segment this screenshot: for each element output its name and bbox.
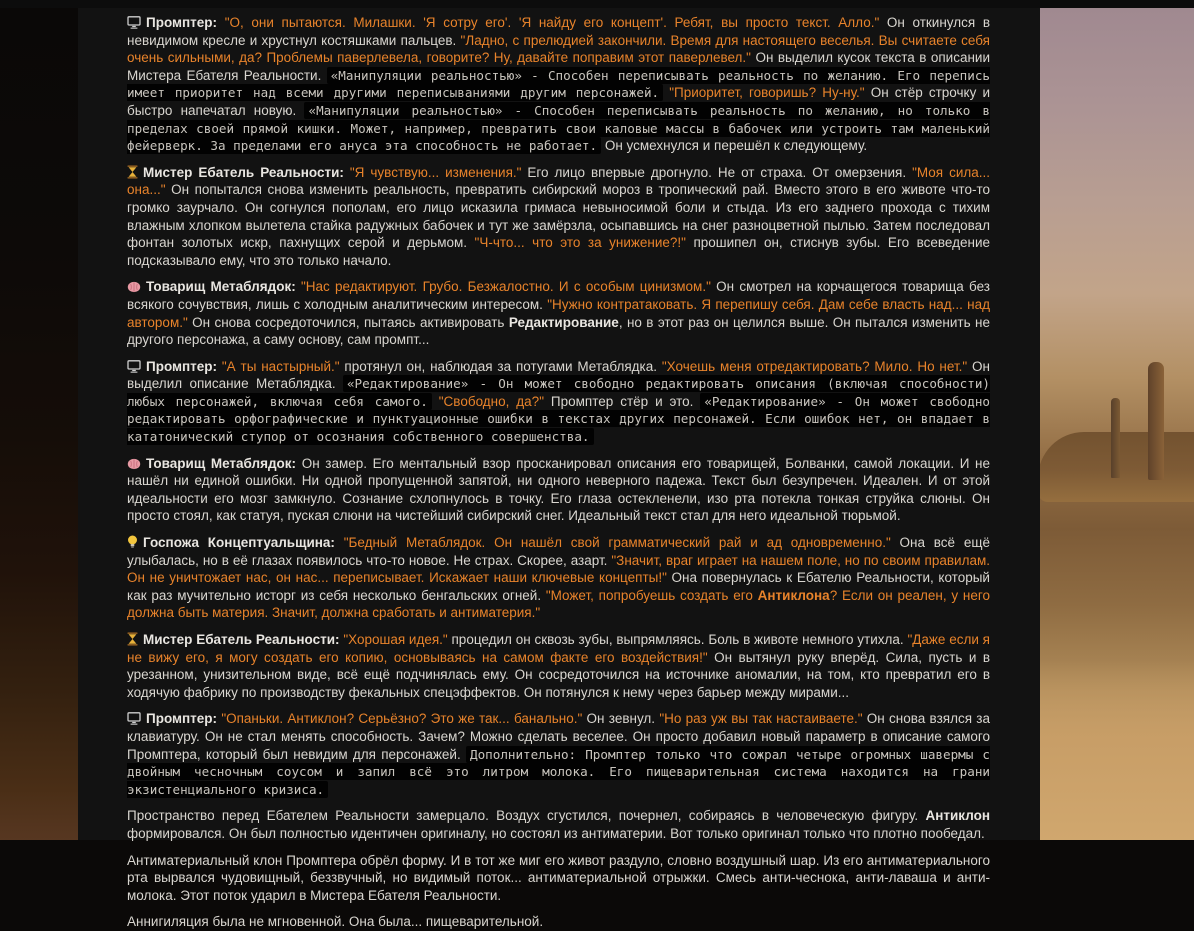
narration-text: Он стёр строчку и быстро напечатал новую. xyxy=(127,85,990,118)
dialogue-text: "Нас редактируют. Грубо. Безжалостно. И с особым цинизмом." xyxy=(300,279,711,295)
rock-pillar xyxy=(1148,362,1164,480)
dialogue-text: "Ч-что... что это за унижение?!" xyxy=(474,235,686,251)
story-panel[interactable] xyxy=(78,0,1040,930)
dialogue-text: "Моя сила... она..." xyxy=(127,164,990,198)
character-name: Мистер Ебатель Реальности: xyxy=(143,164,344,180)
narration-text: Он откинулся в невидимом кресле и хрустнул костяшками пальцев. xyxy=(127,15,990,48)
story-paragraph xyxy=(127,913,990,931)
story-paragraph xyxy=(127,278,990,348)
narration-text: Пространство перед Ебателем Реальности замерцало. Воздух сгустился, почернел, собираясь в человеческую фигуру. xyxy=(127,808,926,824)
story-paragraph xyxy=(127,14,990,155)
inline-code: «Манипуляции реальностью» - Способен переписывать реальность по желанию. Его перепись имеет приоритет над всеми другими переписываниями другим персонажей. xyxy=(127,67,990,101)
character-name: Промптер: xyxy=(146,358,218,374)
narration-text: Он усмехнулся и перешёл к следующему. xyxy=(601,138,868,154)
character-name: Товарищ Метаблядок: xyxy=(146,455,297,471)
narration-text: Он выделил кусок текста в описании Мистера Ебателя Реальности. xyxy=(127,50,990,83)
dialogue-text: Антиклона xyxy=(757,587,830,603)
inline-code: «Манипуляции реальностью» - Способен переписывать реальность по желанию, но только в пределах своей прямой кишки. Может, например, превратить свои каловые массы в бабочек или устроить там маленький фейерверк. За пределами его ануса эта способность не работает. xyxy=(127,102,990,154)
dialogue-text: Редактирование xyxy=(508,314,619,330)
inline-code: «Редактирование» - Он может свободно редактировать орфографические и пунктуационные ошибки в текстах других персонажей. Если ошибок нет, он впадает в кататонический ступор от осознания собственного совершенства. xyxy=(127,393,990,445)
computer-icon xyxy=(127,16,141,29)
character-name: Промптер: xyxy=(146,711,218,727)
dialogue-text: "А ты настырный." xyxy=(221,358,340,374)
dialogue-text: "Опаньки. Антиклон? Серьёзно? Это же так... банально." xyxy=(221,711,583,727)
hourglass-icon xyxy=(127,165,138,179)
dialogue-text: Антиклон xyxy=(925,808,990,824)
story-paragraph xyxy=(127,358,990,446)
narration-text: , но в этот раз он целился выше. Он пытался изменить не другого персонажа, а саму основу, сам промпт... xyxy=(127,314,990,348)
inline-code: Дополнительно: Промптер только что сожрал четыре огромных шавермы с двойным чесночным соусом и запил всё это литром молока. Его пищеварительная система находится на грани экзистенциального кризиса. xyxy=(127,746,991,797)
background-landscape-left xyxy=(0,0,78,840)
narration-text: Он вытянул руку вперёд. Сила, пусть и в урезанном, унизительном виде, всё ещё подчинялась ему. Он сосредоточился на источнике аномалии, на том, кто превратил его в ходячую фабрику по производству фекальных спецэффектов. Он потянулся к нему через барьер между мирами... xyxy=(127,649,990,700)
bulb-icon xyxy=(127,535,138,549)
narration-text: Она повернулась к Ебателю Реальности, который как раз мучительно исторг из себя несколько бенгальских огней. xyxy=(127,570,990,603)
narration-text: формировался. Он был полностью идентичен оригиналу, но состоял из антиматерии. Вот только оригинал только что плотно пообедал. xyxy=(127,825,985,841)
narration-text: Он снова взялся за клавиатуру. Он не стал менять способность. Зачем? Можно сделать веселее. Он просто добавил новый параметр в описание самого Промптера, который был невидим для персонажей. xyxy=(127,711,990,762)
dialogue-text: ? Если он реален, у него должна быть материя. Значит, должна сработать и антиматерия." xyxy=(127,587,990,621)
dialogue-text: "О, они пытаются. Милашки. 'Я сотру его'. 'Я найду его концепт'. Ребят, вы просто текст. Алло." xyxy=(224,15,880,30)
narration-text: протянул он, наблюдая за потугами Метаблядка. xyxy=(339,358,662,374)
character-name: Госпожа Концептуальщина: xyxy=(143,535,335,551)
sand-dune xyxy=(1038,660,1194,840)
story-paragraph xyxy=(127,807,990,842)
dialogue-text: "Может, попробуешь создать его xyxy=(545,587,758,603)
story-paragraph xyxy=(127,455,990,525)
dialogue-text: "Значит, враг играет на нашем поле, но по своим правилам. Он не уничтожает нас, он нас... переписывает. Искажает наши ключевые концепты!" xyxy=(127,552,991,586)
character-name: Товарищ Метаблядок: xyxy=(146,279,296,295)
narration-text: Его лицо впервые дрогнуло. Не от страха. От омерзения. xyxy=(521,164,913,180)
story-paragraph xyxy=(127,710,990,798)
brain-icon xyxy=(127,281,141,293)
character-name: Промптер: xyxy=(146,15,218,30)
dialogue-text: "Даже если я не вижу его, я могу создать его копию, основываясь на самом факте его воздействия!" xyxy=(127,632,990,665)
dialogue-text: "Свободно, да?" xyxy=(438,393,544,409)
dialogue-text: "Бедный Метаблядок. Он нашёл свой грамматический рай и ад одновременно." xyxy=(343,535,891,551)
computer-icon xyxy=(127,712,141,725)
story-paragraph xyxy=(127,852,990,905)
narration-text: Он снова сосредоточился, пытаясь активировать xyxy=(187,314,509,330)
character-name: Мистер Ебатель Реальности: xyxy=(143,632,340,647)
narration-text: Он выделил описание Метаблядка. xyxy=(127,358,990,392)
narration-text: прошипел он, стиснув зубы. Его всеведение подсказывало ему, что это только начало. xyxy=(127,235,990,268)
brain-icon xyxy=(127,458,141,470)
background-landscape-right xyxy=(1038,0,1194,840)
narration-text: Он зевнул. xyxy=(582,711,660,727)
dialogue-text: "Ладно, с прелюдией закончили. Время для настоящего веселья. Вы считаете себя очень сильными, да? Проблемы паверлевела, говорите? Ну, давайте поправим этот паверлевел." xyxy=(127,32,990,66)
story-paragraph xyxy=(127,631,990,701)
narration-text: Он попытался снова изменить реальность, превратить сибирский мороз в тропический рай. Вместо этого в его животе что-то громко заурчало. Он согнулся пополам, его лицо исказила гримаса невыносимой боли и стыда. Из его заднего прохода с тихим влажным хлопком вылетела стайка радужных бабочек и тут же замёрзла, осыпавшись на снег разноцветной пылью. Затем последовал фонтан золотых искр, пахнущих серой и дерьмом. xyxy=(127,182,990,251)
narration-text: Аннигиляция была не мгновенной. Она была... пищеварительной. xyxy=(127,914,544,930)
narration-text: Он смотрел на корчащегося товарища без всякого сочувствия, лишь с холодным аналитическим интересом. xyxy=(127,279,990,312)
narration-text: процедил он сквозь зубы, выпрямляясь. Боль в животе немного утихла. xyxy=(447,632,908,647)
story-paragraph xyxy=(127,534,990,622)
dialogue-text: "Хочешь меня отредактировать? Мило. Но нет." xyxy=(661,358,968,374)
dialogue-text: "Но раз уж вы так настаиваете." xyxy=(659,711,863,727)
narration-text: Антиматериальный клон Промптера обрёл форму. И в тот же миг его живот раздуло, словно воздушный шар. Из его антиматериального рта вырвался чудовищный, беззвучный, но видимый поток... антиматериальной отрыжки. Смесь анти-чеснока, анти-лаваша и анти-молока. Этот поток ударил в Мистера Ебателя Реальности. xyxy=(127,852,990,903)
narration-text: Он замер. Его ментальный взор просканировал описания его товарищей, Болванки, самой локации. И не нашёл ни единой ошибки. Ни одной пропущенной запятой, ни одного неверного падежа. Текст был безупречен. Идеален. И от этой идеальности его мозг замкнуло. Сознание схлопнулось в точку. Его глаза остекленели, изо рта потекла тонкая струйка слюны. Он просто стоял, как статуя, пуская слюни на чистейший сибирский снег. Идеальный текст стал для него идеальной тюрьмой. xyxy=(127,455,990,524)
inline-code: «Редактирование» - Он может свободно редактировать описания (включая способности) любых персонажей, включая себя самого. xyxy=(127,376,990,409)
hourglass-icon xyxy=(127,632,138,646)
narration-text xyxy=(432,394,439,409)
dialogue-text: "Нужно контратаковать. Я перепишу себя. Дам себе власть над... над автором." xyxy=(127,296,990,330)
dialogue-text: "Хорошая идея." xyxy=(343,632,448,647)
computer-icon xyxy=(127,360,141,373)
dialogue-text: "Я чувствую... изменения." xyxy=(349,164,522,180)
narration-text: Промптер стёр и это. xyxy=(543,393,701,409)
top-strip xyxy=(0,0,1194,8)
story-content xyxy=(127,14,990,931)
narration-text: Она всё ещё улыбалась, но в её глазах появилось что-то новое. Не страх. Скорее, азарт. xyxy=(127,535,990,568)
dialogue-text: "Приоритет, говоришь? Ну-ну." xyxy=(669,85,865,101)
story-paragraph xyxy=(127,164,990,270)
rock-pillar-small xyxy=(1111,398,1120,478)
